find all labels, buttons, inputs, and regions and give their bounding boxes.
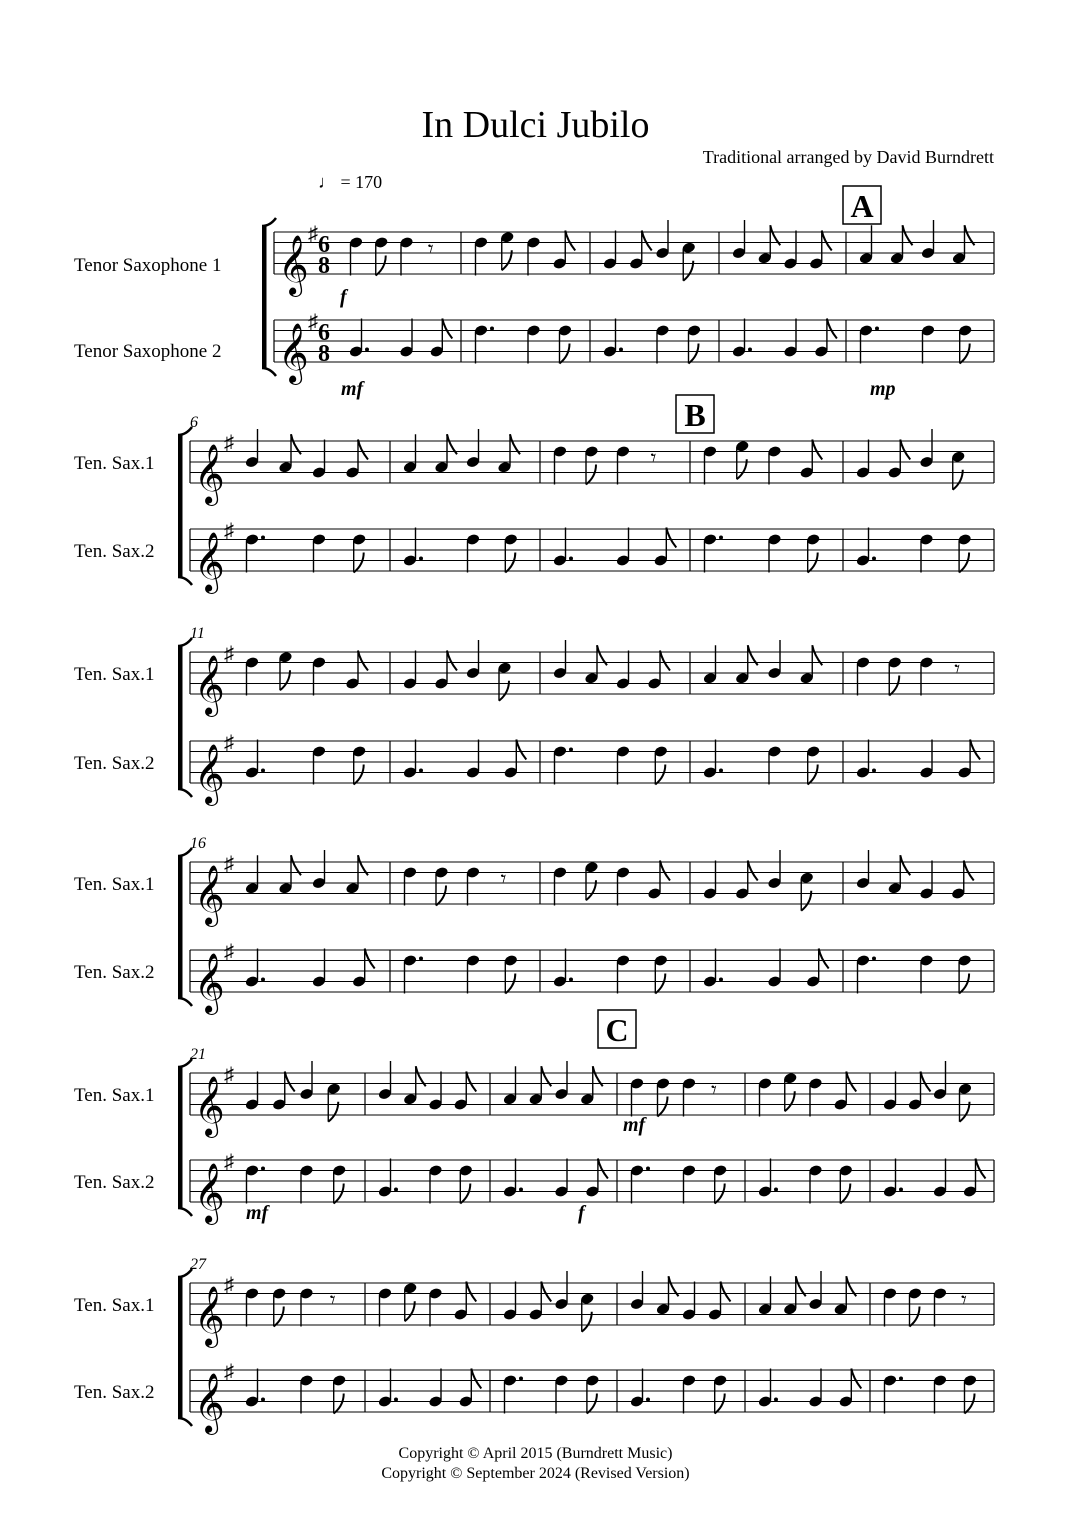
measure-number: 16 [190, 835, 206, 852]
note-dot [519, 1377, 523, 1381]
treble-clef-icon: 𝄞 [194, 1078, 225, 1135]
note-flag [358, 651, 368, 671]
copyright-line-1: Copyright © April 2015 (Burndrett Music) [398, 1445, 673, 1462]
key-signature-sharp-icon: ♯ [224, 1361, 234, 1383]
note-flag [959, 974, 969, 994]
measure-number: 21 [190, 1046, 206, 1063]
note-flag [505, 553, 515, 573]
key-signature-sharp-icon: ♯ [224, 853, 234, 875]
dynamic-marking: mf [246, 1202, 269, 1224]
eighth-rest-icon: 𝄾 [650, 445, 657, 471]
note-flag [334, 1184, 344, 1204]
note-flag [721, 1282, 731, 1302]
note-flag [587, 1394, 597, 1414]
note-flag [586, 465, 596, 485]
treble-clef-icon: 𝄞 [194, 1375, 225, 1432]
dynamic-marking: f [340, 286, 347, 308]
note-flag [921, 1072, 931, 1092]
note-flag [959, 553, 969, 573]
quarter-note-icon: ♩ [318, 172, 336, 192]
note-flag [471, 1369, 481, 1389]
treble-clef-icon: 𝄞 [278, 325, 309, 382]
eighth-rest-icon: 𝄾 [427, 236, 434, 262]
note-flag [666, 528, 676, 548]
note-dot [261, 769, 265, 773]
rehearsal-mark: A [850, 188, 874, 224]
note-flag [960, 344, 970, 364]
key-signature-sharp-icon: ♯ [224, 1274, 234, 1296]
bracket-hook [178, 1208, 192, 1216]
dynamic-marking: f [578, 1202, 585, 1224]
note-dot [748, 348, 752, 352]
instrument-label-sax-1: Tenor Saxophone 1 [74, 255, 222, 276]
note-dot [719, 536, 723, 540]
note-flag [965, 1394, 975, 1414]
note-flag [889, 676, 899, 696]
treble-clef-icon: 𝄞 [194, 657, 225, 714]
note-dot [394, 1188, 398, 1192]
note-dot [261, 1167, 265, 1171]
system-bracket [178, 1067, 183, 1208]
system-bracket [178, 1277, 183, 1418]
note-flag [970, 740, 980, 760]
system-bracket [178, 435, 183, 577]
note-flag [516, 740, 526, 760]
time-signature-bottom: 8 [318, 253, 330, 279]
note-flag [436, 886, 446, 906]
note-dot [519, 1188, 523, 1192]
instrument-label-abbrev-sax-2: Ten. Sax.2 [74, 541, 155, 562]
note-flag [846, 1072, 856, 1092]
note-dot [365, 348, 369, 352]
treble-clef-icon: 𝄞 [194, 955, 225, 1012]
note-flag [660, 861, 670, 881]
treble-clef-icon: 𝄞 [194, 446, 225, 503]
note-flag [365, 949, 375, 969]
note-flag [505, 974, 515, 994]
system-bracket [178, 856, 183, 998]
key-signature-sharp-icon: ♯ [224, 1064, 234, 1086]
key-signature-sharp-icon: ♯ [308, 223, 318, 245]
eighth-rest-icon: 𝄾 [711, 1077, 717, 1103]
note-flag [460, 1184, 470, 1204]
measure-number: 6 [190, 414, 198, 431]
note-dot [261, 536, 265, 540]
note-dot [490, 327, 494, 331]
note-dot [261, 978, 265, 982]
key-signature-sharp-icon: ♯ [224, 643, 234, 665]
measure-number: 27 [190, 1256, 206, 1273]
note-dot [774, 1398, 778, 1402]
bracket-hook [262, 218, 276, 226]
note-flag [822, 231, 832, 251]
note-dot [419, 557, 423, 561]
note-dot [899, 1377, 903, 1381]
note-flag [466, 1282, 476, 1302]
note-flag [354, 553, 364, 573]
note-flag [819, 949, 829, 969]
key-signature-sharp-icon: ♯ [308, 311, 318, 333]
instrument-label-abbrev-sax-2: Ten. Sax.2 [74, 1382, 155, 1403]
system-bracket [262, 226, 267, 368]
key-signature-sharp-icon: ♯ [224, 520, 234, 542]
note-flag [976, 1159, 986, 1179]
note-flag [689, 344, 699, 364]
note-flag [565, 231, 575, 251]
treble-clef-icon: 𝄞 [194, 534, 225, 591]
note-dot [719, 978, 723, 982]
note-dot [899, 1188, 903, 1192]
note-flag [334, 1394, 344, 1414]
note-flag [658, 1097, 668, 1117]
bracket-hook [178, 577, 192, 585]
note-flag [812, 440, 822, 460]
system-bracket [178, 646, 183, 789]
treble-clef-icon: 𝄞 [194, 867, 225, 924]
note-flag [964, 861, 974, 881]
note-dot [261, 1398, 265, 1402]
note-flag [660, 651, 670, 671]
eighth-rest-icon: 𝄾 [329, 1287, 336, 1313]
instrument-label-abbrev-sax-1: Ten. Sax.1 [74, 1295, 155, 1316]
note-dot [872, 557, 876, 561]
treble-clef-icon: 𝄞 [194, 746, 225, 803]
note-dot [719, 769, 723, 773]
note-flag [851, 1369, 861, 1389]
instrument-label-abbrev-sax-2: Ten. Sax.2 [74, 962, 155, 983]
eighth-rest-icon: 𝄾 [954, 656, 961, 682]
note-flag [274, 1307, 284, 1327]
note-flag [560, 344, 570, 364]
note-dot [774, 1188, 778, 1192]
dynamic-marking: mp [870, 378, 896, 400]
note-dot [619, 348, 623, 352]
treble-clef-icon: 𝄞 [194, 1165, 225, 1222]
piece-title: In Dulci Jubilo [421, 104, 650, 146]
instrument-label-sax-2: Tenor Saxophone 2 [74, 341, 222, 362]
note-dot [646, 1398, 650, 1402]
note-dot [419, 957, 423, 961]
bracket-hook [178, 1418, 192, 1426]
note-flag [447, 651, 457, 671]
note-flag [541, 1282, 551, 1302]
note-flag [655, 765, 665, 785]
instrument-label-abbrev-sax-1: Ten. Sax.1 [74, 453, 155, 474]
note-dot [569, 557, 573, 561]
note-flag [840, 1184, 850, 1204]
key-signature-sharp-icon: ♯ [224, 432, 234, 454]
key-signature-sharp-icon: ♯ [224, 732, 234, 754]
note-flag [808, 553, 818, 573]
time-signature-bottom: 8 [318, 341, 330, 367]
note-flag [910, 1307, 920, 1327]
dynamic-marking: mf [623, 1114, 646, 1136]
instrument-label-abbrev-sax-2: Ten. Sax.2 [74, 1172, 155, 1193]
note-flag [827, 319, 837, 339]
measure-number: 11 [190, 625, 205, 642]
tempo-value: = 170 [340, 172, 383, 192]
note-dot [394, 1398, 398, 1402]
key-signature-sharp-icon: ♯ [224, 941, 234, 963]
key-signature-sharp-icon: ♯ [224, 1151, 234, 1173]
note-flag [748, 861, 758, 881]
note-flag [715, 1184, 725, 1204]
instrument-label-abbrev-sax-1: Ten. Sax.1 [74, 1085, 155, 1106]
note-dot [646, 1167, 650, 1171]
note-flag [466, 1072, 476, 1092]
note-flag [655, 974, 665, 994]
bracket-hook [178, 789, 192, 797]
rehearsal-mark: C [605, 1012, 629, 1048]
note-flag [715, 1394, 725, 1414]
bracket-hook [262, 368, 276, 376]
eighth-rest-icon: 𝄾 [961, 1287, 967, 1313]
note-dot [875, 327, 879, 331]
note-flag [642, 231, 652, 251]
instrument-label-abbrev-sax-1: Ten. Sax.1 [74, 874, 155, 895]
treble-clef-icon: 𝄞 [278, 237, 309, 294]
note-dot [872, 769, 876, 773]
time-signature-top: 6 [318, 320, 330, 346]
note-flag [598, 1159, 608, 1179]
note-flag [285, 1072, 295, 1092]
treble-clef-icon: 𝄞 [194, 1288, 225, 1345]
note-flag [354, 765, 364, 785]
instrument-label-abbrev-sax-2: Ten. Sax.2 [74, 753, 155, 774]
instrument-label-abbrev-sax-1: Ten. Sax.1 [74, 664, 155, 685]
time-signature-top: 6 [318, 232, 330, 258]
note-dot [419, 769, 423, 773]
note-flag [808, 765, 818, 785]
rehearsal-mark: B [684, 397, 706, 433]
copyright-line-2: Copyright © September 2024 (Revised Version) [381, 1465, 690, 1482]
dynamic-marking: mf [341, 378, 364, 400]
bracket-hook [178, 998, 192, 1006]
note-flag [358, 440, 368, 460]
note-dot [872, 957, 876, 961]
note-flag [376, 256, 386, 276]
note-flag [442, 319, 452, 339]
note-flag [900, 440, 910, 460]
eighth-rest-icon: 𝄾 [500, 866, 507, 892]
note-dot [569, 748, 573, 752]
composer-credit: Traditional arranged by David Burndrett [702, 147, 994, 167]
note-dot [569, 978, 573, 982]
